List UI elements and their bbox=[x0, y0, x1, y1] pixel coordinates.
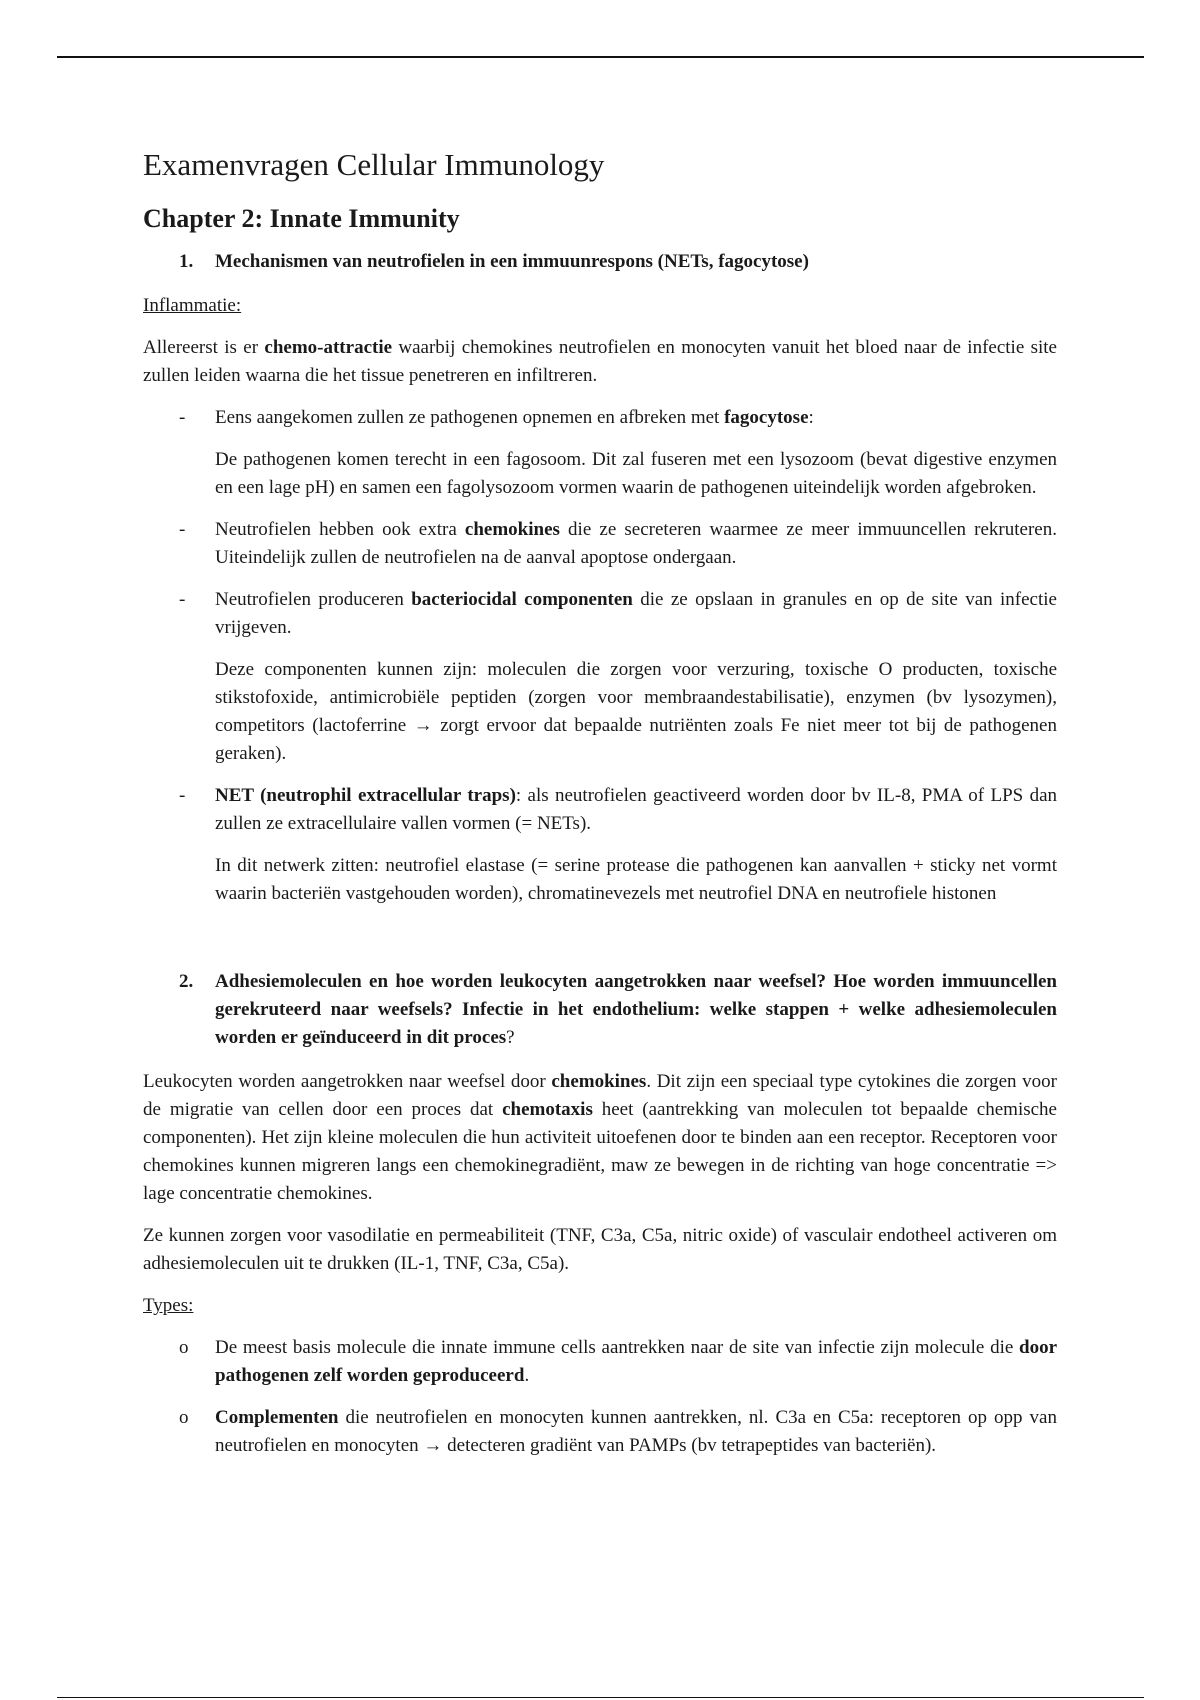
bullet-dash: - bbox=[179, 589, 186, 611]
term-chemotaxis: chemotaxis bbox=[502, 1099, 593, 1121]
paragraph-vasodilatie: Ze kunnen zorgen voor vasodilatie en permeabiliteit (TNF, C3a, C5a, nitric oxide) of vasculair endotheel activeren om adhesiemoleculen uit te drukken (IL-1, TNF, C3a, C5a). bbox=[143, 1225, 1057, 1275]
list-item-detail: Deze componenten kunnen zijn: moleculen die zorgen voor verzuring, toxische O producten, toxische stikstofoxide, antimicrobiële peptiden (zorgen voor membraandestabilisatie), enzymen (bv lysozymen), competitors (lactoferrine → zorgt ervoor dat bepaalde nutriënten zoals Fe niet meer tot bij de pathogenen geraken). bbox=[215, 659, 1057, 765]
term-chemokines: chemokines bbox=[551, 1071, 647, 1093]
question-text: Adhesiemoleculen en hoe worden leukocyten aangetrokken naar weefsel? Hoe worden immuuncellen gerekruteerd naar weefsels? Infectie in het endothelium: welke stappen + welke adhesiemoleculen worden er geïnduceerd in dit proces bbox=[215, 971, 1057, 1049]
list-item-detail: In dit netwerk zitten: neutrofiel elastase (= serine protease die pathogenen kan aanvallen + sticky net vormt waarin bacteriën vastgehouden worden), chromatinevezels met neutrofiel DNA en neutrofiele histonen bbox=[215, 855, 1057, 905]
bullet-dash: - bbox=[179, 785, 186, 807]
header-rule bbox=[57, 56, 1144, 58]
question-1-heading bbox=[143, 248, 1057, 276]
list-item: - NET (neutrophil extracellular traps): als neutrofielen geactiveerd worden door bv IL-8, PMA of LPS dan zullen ze extracellulaire vallen vormen (= NETs). bbox=[143, 782, 1057, 838]
term-bacteriocidal: bacteriocidal componenten bbox=[411, 589, 633, 611]
term-chemo-attractie: chemo-attractie bbox=[264, 337, 393, 359]
question-2-heading: 2. Adhesiemoleculen en hoe worden leukocyten aangetrokken naar weefsel? Hoe worden immuuncellen gerekruteerd naar weefsels? Infectie in het endothelium: welke stappen + welke adhesiemoleculen worden er geïnduceerd in dit proces? bbox=[143, 968, 1057, 1052]
question-number: 1. bbox=[179, 251, 194, 273]
paragraph-chemokines: Leukocyten worden aangetrokken naar weefsel door chemokines. Dit zijn een speciaal type cytokines die zorgen voor de migratie van cellen door een proces dat chemotaxis heet (aantrekking van moleculen tot bepaalde chemische componenten). Het zijn kleine moleculen die hun activiteit uitoefenen door te binden aan een receptor. Receptoren voor chemokines kunnen migreren langs een chemokinegradiënt, maw ze bewegen in de richting van hoge concentratie => lage concentratie chemokines. bbox=[143, 1071, 1057, 1205]
term-chemokines: chemokines bbox=[464, 519, 560, 541]
paragraph-intro: Allereerst is er chemo-attractie waarbij chemokines neutrofielen en monocyten vanuit het bloed naar de infectie site zullen leiden waarna die het tissue penetreren en infiltreren. bbox=[143, 337, 1057, 387]
bullet-circle: o bbox=[179, 1407, 189, 1429]
term-fagocytose: fagocytose bbox=[724, 407, 809, 429]
section-label-types: Types: bbox=[143, 1295, 194, 1317]
bullet-dash: - bbox=[179, 407, 186, 429]
question-number: 2. bbox=[179, 971, 194, 993]
document-title: Examenvragen Cellular Immunology bbox=[143, 147, 605, 182]
list-item: - Eens aangekomen zullen ze pathogenen opnemen en afbreken met fagocytose: bbox=[143, 404, 1057, 432]
chapter-heading: Chapter 2: Innate Immunity bbox=[143, 204, 460, 234]
list-item: - Neutrofielen hebben ook extra chemokines die ze secreteren waarmee ze meer immuuncellen rekruteren. Uiteindelijk zullen de neutrofielen na de aanval apoptose ondergaan. bbox=[143, 516, 1057, 572]
term-pathogenen: door pathogenen zelf worden geproduceerd bbox=[215, 1337, 1057, 1387]
list-item: o Complementen die neutrofielen en monocyten kunnen aantrekken, nl. C3a en C5a: receptoren op opp van neutrofielen en monocyten → detecteren gradiënt van PAMPs (bv tetrapeptides van bacteriën). bbox=[143, 1404, 1057, 1460]
section-label-inflammatie: Inflammatie: bbox=[143, 295, 242, 317]
list-item: - Neutrofielen produceren bacteriocidal componenten die ze opslaan in granules en op de site van infectie vrijgeven. bbox=[143, 586, 1057, 642]
bullet-dash: - bbox=[179, 519, 186, 541]
list-item-detail: De pathogenen komen terecht in een fagosoom. Dit zal fuseren met een lysozoom (bevat digestive enzymen en een lage pH) en samen een fagolysozoom vormen waarin de pathogenen uiteindelijk worden afgebroken. bbox=[215, 449, 1057, 499]
bullet-circle: o bbox=[179, 1337, 189, 1359]
term-net: NET (neutrophil extracellular traps) bbox=[215, 785, 516, 807]
document-page bbox=[143, 138, 1057, 1474]
list-item: o De meest basis molecule die innate immune cells aantrekken naar de site van infectie zijn molecule die door pathogenen zelf worden geproduceerd. bbox=[143, 1334, 1057, 1390]
footer-rule bbox=[57, 1697, 1144, 1698]
term-complementen: Complementen bbox=[215, 1407, 339, 1429]
question-text: Mechanismen van neutrofielen in een immuunrespons (NETs, fagocytose) bbox=[215, 251, 809, 273]
